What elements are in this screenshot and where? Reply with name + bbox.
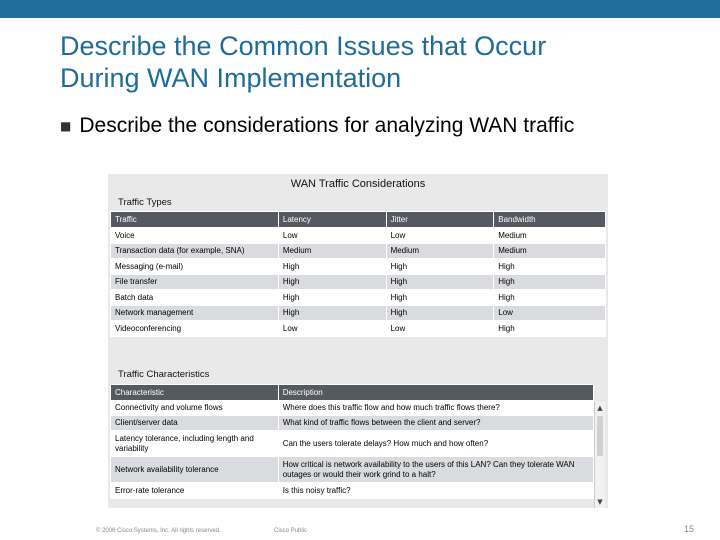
table-cell: Connectivity and volume flows: [111, 401, 279, 416]
traffic-types-table: [110, 211, 606, 337]
table-cell: Error-rate tolerance: [111, 483, 279, 499]
scroll-up-arrow-icon[interactable]: ▲: [597, 404, 603, 412]
traffic-characteristics-label: Traffic Characteristics: [118, 369, 210, 380]
table-cell: High: [278, 290, 386, 306]
table-row: [111, 290, 606, 306]
table-cell: High: [278, 274, 386, 290]
table-cell: File transfer: [111, 274, 279, 290]
table-cell: High: [494, 290, 606, 306]
table-cell: High: [278, 305, 386, 321]
traffic-characteristics-table: [110, 384, 594, 499]
table-cell: Low: [386, 228, 494, 244]
table-row: [111, 483, 594, 499]
table-cell: High: [494, 321, 606, 337]
table-cell: Network management: [111, 305, 279, 321]
column-header: Description: [278, 385, 593, 401]
table-cell: High: [386, 305, 494, 321]
table-cell: High: [278, 259, 386, 275]
table-cell: Low: [278, 321, 386, 337]
table-row: [111, 305, 606, 321]
table-cell: What kind of traffic flows between the client and server?: [278, 416, 593, 431]
table-cell: Medium: [494, 243, 606, 259]
table-cell: Low: [278, 228, 386, 244]
column-header: Jitter: [386, 212, 494, 228]
table-row: [111, 457, 594, 483]
table-cell: Videoconferencing: [111, 321, 279, 337]
scrollbar[interactable]: [594, 402, 605, 508]
table-cell: Can the users tolerate delays? How much and how often?: [278, 431, 593, 457]
table-cell: Medium: [278, 243, 386, 259]
table-header-row: [111, 385, 594, 401]
scroll-down-arrow-icon[interactable]: ▼: [597, 498, 603, 506]
bullet-point: [60, 114, 574, 138]
table-cell: Client/server data: [111, 416, 279, 431]
table-cell: Low: [386, 321, 494, 337]
title-line-2: During WAN Implementation: [60, 63, 402, 93]
slide-title: [60, 30, 710, 94]
column-header: Traffic: [111, 212, 279, 228]
bullet-text: Describe the considerations for analyzing WAN traffic: [79, 114, 575, 137]
table-cell: How critical is network availability to the users of this LAN? Can they tolerate WAN outages or would their work grind to a halt?: [278, 457, 593, 483]
table-row: [111, 416, 594, 431]
top-accent-bar: [0, 0, 720, 18]
column-header: Bandwidth: [494, 212, 606, 228]
scroll-thumb[interactable]: [597, 416, 603, 456]
table-cell: High: [494, 274, 606, 290]
table-row: [111, 431, 594, 457]
table-row: [111, 321, 606, 337]
table-cell: High: [494, 259, 606, 275]
table-cell: High: [386, 274, 494, 290]
table-row: [111, 243, 606, 259]
table-cell: Batch data: [111, 290, 279, 306]
column-header: Characteristic: [111, 385, 279, 401]
traffic-types-label: Traffic Types: [118, 197, 172, 208]
column-header: Latency: [278, 212, 386, 228]
table-row: [111, 228, 606, 244]
table-cell: Medium: [494, 228, 606, 244]
table-cell: Network availability tolerance: [111, 457, 279, 483]
table-cell: High: [386, 290, 494, 306]
table-cell: High: [386, 259, 494, 275]
table-header-row: [111, 212, 606, 228]
figure-title: WAN Traffic Considerations: [290, 178, 426, 190]
table-row: [111, 401, 594, 416]
title-line-1: Describe the Common Issues that Occur: [60, 31, 547, 61]
table-cell: Latency tolerance, including length and variability: [111, 431, 279, 457]
table-cell: Voice: [111, 228, 279, 244]
table-cell: Is this noisy traffic?: [278, 483, 593, 499]
copyright-footer: © 2006 Cisco Systems, Inc. All rights reserved.: [96, 528, 221, 534]
table-row: [111, 259, 606, 275]
table-cell: Where does this traffic flow and how much traffic flows there?: [278, 401, 593, 416]
table-cell: Medium: [386, 243, 494, 259]
classification-footer: Cisco Public: [274, 528, 308, 534]
table-row: [111, 274, 606, 290]
table-cell: Messaging (e-mail): [111, 259, 279, 275]
page-number: 15: [684, 524, 695, 534]
square-bullet-icon: ■: [60, 119, 72, 133]
table-cell: Low: [494, 305, 606, 321]
table-cell: Transaction data (for example, SNA): [111, 243, 279, 259]
wan-traffic-figure: [108, 174, 608, 508]
